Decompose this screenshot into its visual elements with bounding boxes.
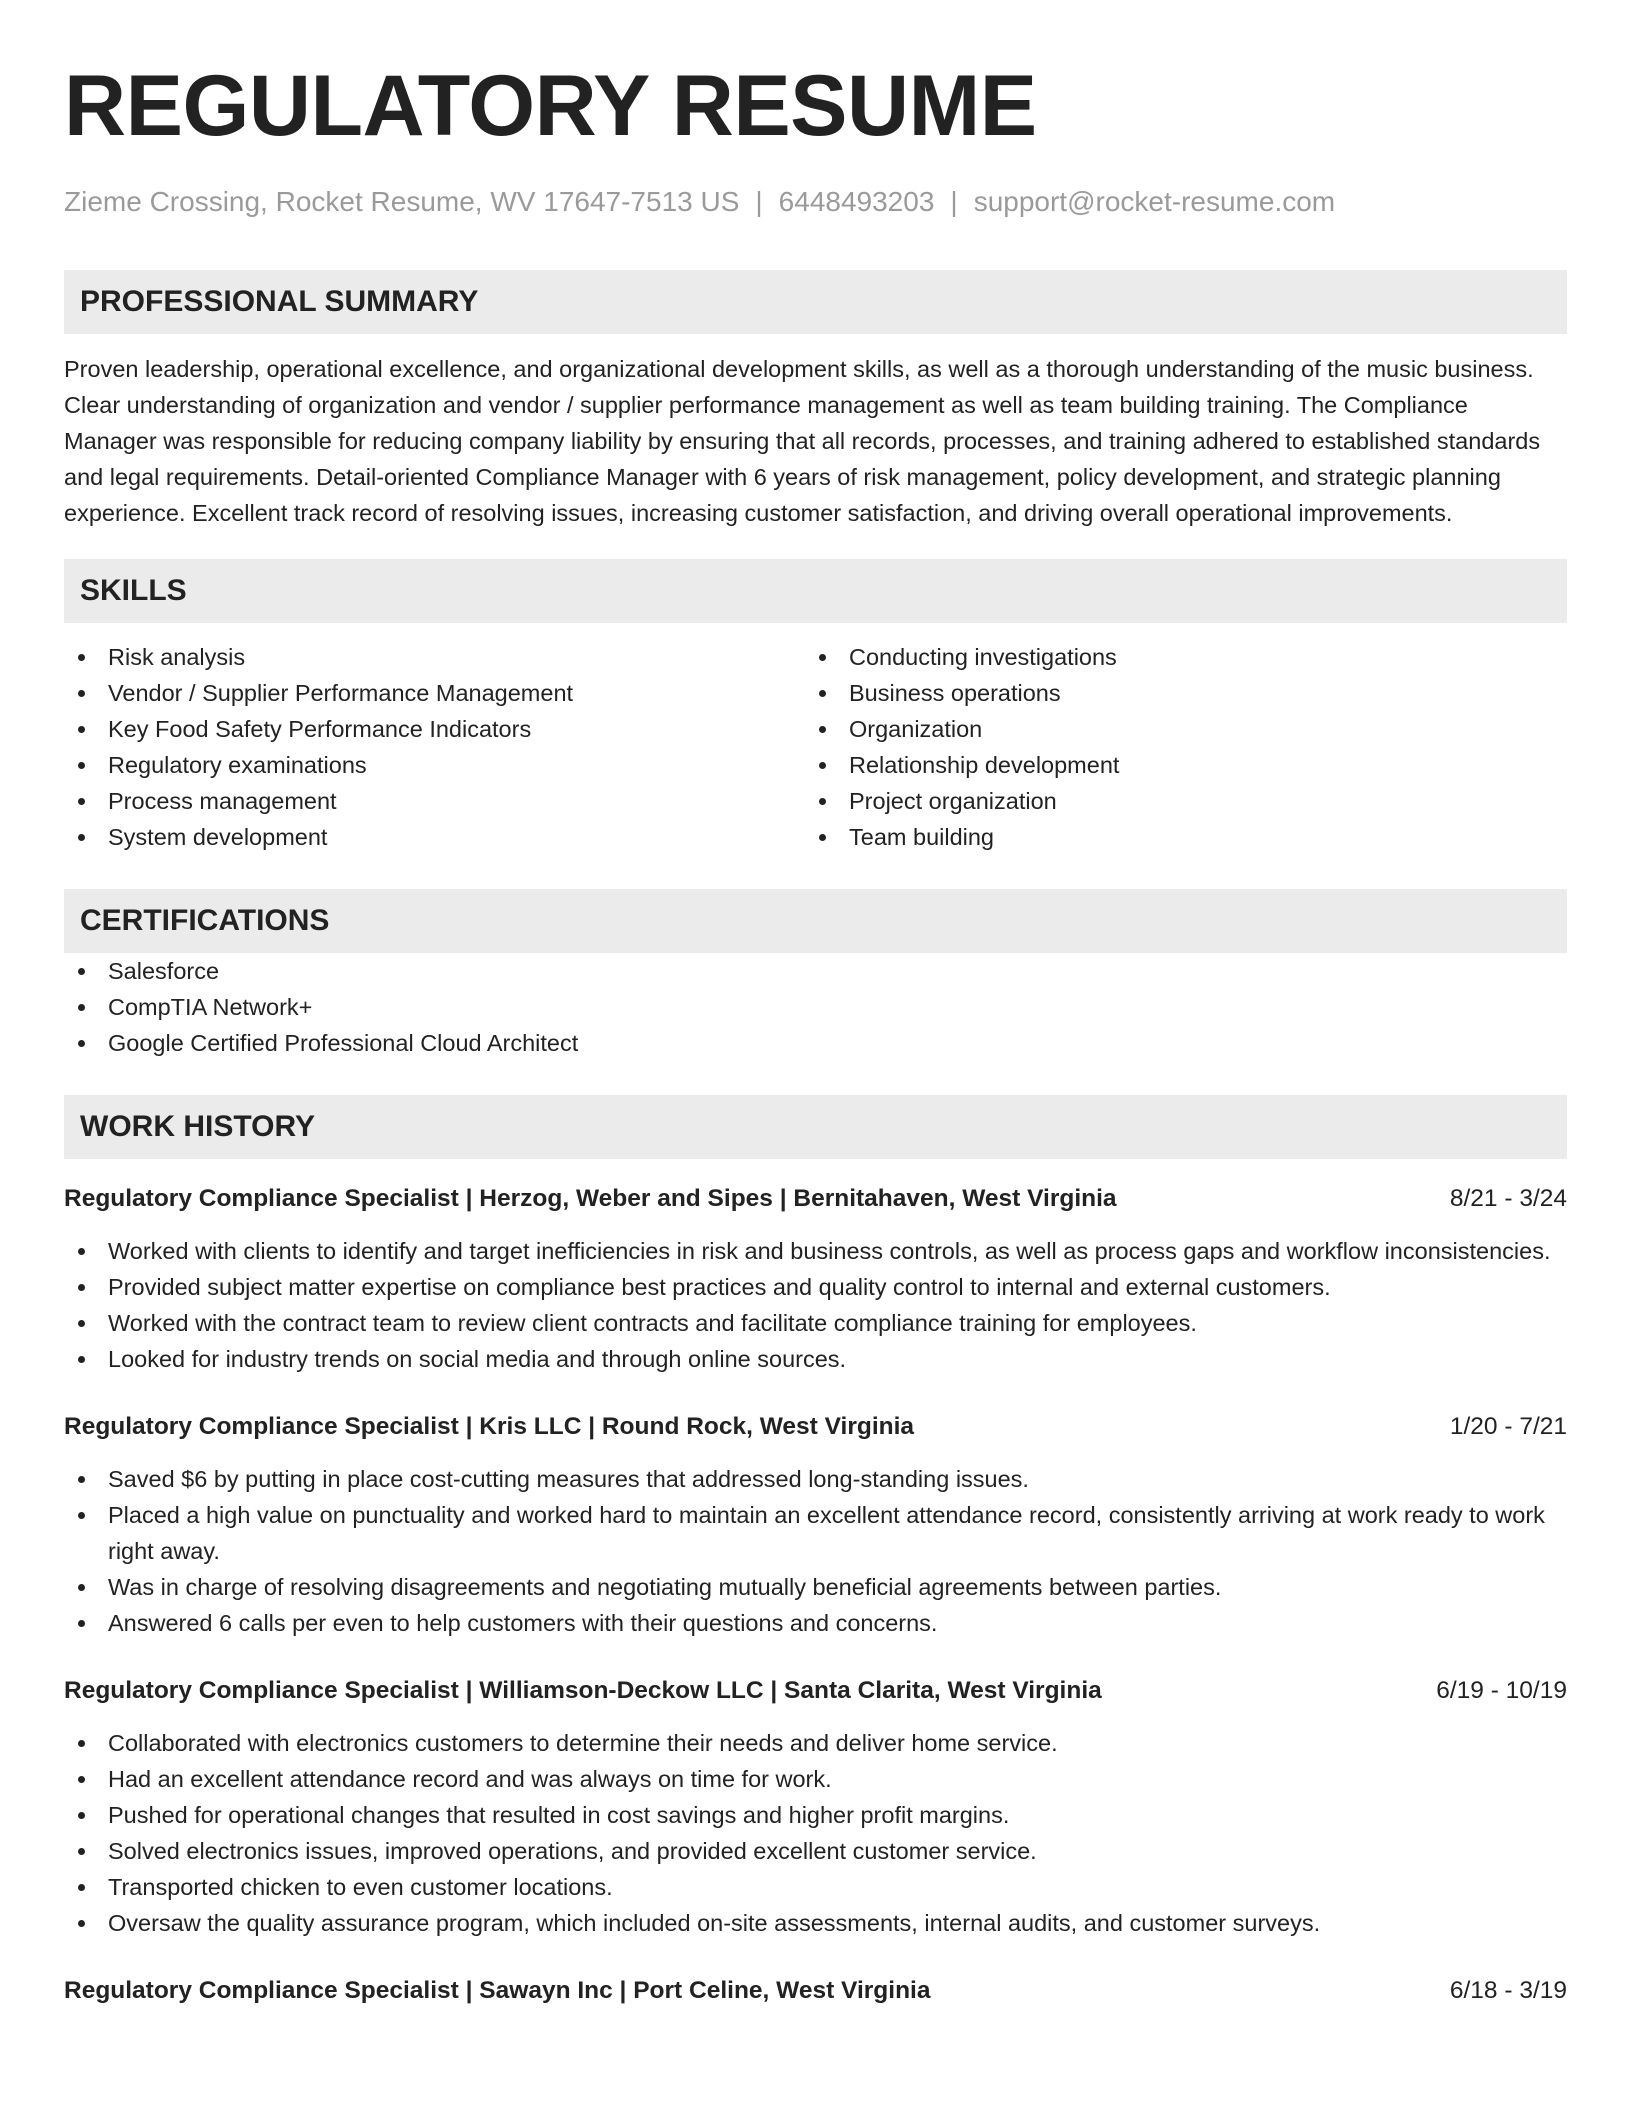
certification-item: CompTIA Network+: [64, 989, 1567, 1025]
job-title: Regulatory Compliance Specialist | Williamson-Deckow LLC | Santa Clarita, West Virginia: [64, 1677, 1102, 1704]
job-bullet: Provided subject matter expertise on compliance best practices and quality control to internal and external customers.: [64, 1269, 1567, 1305]
skills-column-right: [805, 639, 1546, 855]
section-heading-skills: SKILLS: [64, 559, 1567, 623]
job-entry: [64, 1673, 1567, 1941]
job-dates: 6/18 - 3/19: [1449, 1977, 1567, 2004]
section-heading-certifications: CERTIFICATIONS: [64, 889, 1567, 953]
job-header: [64, 1673, 1567, 1709]
job-entry: [64, 1181, 1567, 1377]
summary-text: Proven leadership, operational excellence, and organizational development skills, as well as a thorough understanding of the music business. Clear understanding of organization and vendor / supplier performance management as well as team building training. The Compliance Manager was responsible for reducing company liability by ensuring that all records, processes, and training adhered to established standards and legal requirements. Detail-oriented Compliance Manager with 6 years of risk management, policy development, and strategic planning experience. Excellent track record of resolving issues, increasing customer satisfaction, and driving overall operational improvements.: [64, 356, 1541, 526]
job-bullet: Answered 6 calls per even to help customers with their questions and concerns.: [64, 1605, 1567, 1641]
contact-phone: 6448493203: [778, 186, 935, 217]
certifications-list: [64, 953, 1567, 1061]
contact-separator: |: [950, 186, 958, 217]
certification-item: Salesforce: [64, 953, 1567, 989]
job-bullet: Solved electronics issues, improved operations, and provided excellent customer service.: [64, 1833, 1567, 1869]
job-bullets: [64, 1461, 1567, 1641]
contact-email: support@rocket-resume.com: [973, 186, 1336, 217]
job-bullets: [64, 1233, 1567, 1377]
job-title: Regulatory Compliance Specialist | Kris LLC | Round Rock, West Virginia: [64, 1413, 915, 1440]
section-heading-work-history: WORK HISTORY: [64, 1095, 1567, 1159]
job-bullet: Worked with clients to identify and target inefficiencies in risk and business controls, as well as process gaps and workflow inconsistencies.: [64, 1233, 1567, 1269]
skill-item: Vendor / Supplier Performance Management: [64, 675, 805, 711]
job-bullet: Saved $6 by putting in place cost-cutting measures that addressed long-standing issues.: [64, 1461, 1567, 1497]
job-bullet: Worked with the contract team to review client contracts and facilitate compliance training for employees.: [64, 1305, 1567, 1341]
job-bullet: Pushed for operational changes that resulted in cost savings and higher profit margins.: [64, 1797, 1567, 1833]
job-header: [64, 1181, 1567, 1217]
job-entry: [64, 1973, 1567, 2009]
job-title: Regulatory Compliance Specialist | Herzog, Weber and Sipes | Bernitahaven, West Virginia: [64, 1185, 1117, 1212]
resume-content: [64, 56, 1567, 2009]
resume-title: REGULATORY RESUME: [64, 58, 1037, 154]
job-header: [64, 1409, 1567, 1445]
skill-item: Regulatory examinations: [64, 747, 805, 783]
skill-item: Risk analysis: [64, 639, 805, 675]
skill-item: Relationship development: [805, 747, 1546, 783]
job-dates: 1/20 - 7/21: [1449, 1413, 1567, 1440]
job-bullet: Collaborated with electronics customers to determine their needs and deliver home service.: [64, 1725, 1567, 1761]
job-header: [64, 1973, 1567, 2009]
skill-item: System development: [64, 819, 805, 855]
job-bullets: [64, 1725, 1567, 1941]
skill-item: Business operations: [805, 675, 1546, 711]
job-bullet: Was in charge of resolving disagreements and negotiating mutually beneficial agreements between parties.: [64, 1569, 1567, 1605]
skills-column-left: [64, 639, 805, 855]
skill-item: Project organization: [805, 783, 1546, 819]
skill-item: Key Food Safety Performance Indicators: [64, 711, 805, 747]
skills-list: [64, 639, 1567, 855]
job-bullet: Transported chicken to even customer locations.: [64, 1869, 1567, 1905]
skill-item: Process management: [64, 783, 805, 819]
certification-item: Google Certified Professional Cloud Architect: [64, 1025, 1567, 1061]
section-heading-summary: PROFESSIONAL SUMMARY: [64, 270, 1567, 334]
job-bullet: Had an excellent attendance record and was always on time for work.: [64, 1761, 1567, 1797]
contact-separator: |: [755, 186, 763, 217]
contact-line: [64, 184, 1567, 220]
job-bullet: Looked for industry trends on social media and through online sources.: [64, 1341, 1567, 1377]
job-dates: 6/19 - 10/19: [1436, 1677, 1567, 1704]
job-title: Regulatory Compliance Specialist | Sawayn Inc | Port Celine, West Virginia: [64, 1977, 931, 2004]
skill-item: Conducting investigations: [805, 639, 1546, 675]
contact-address: Zieme Crossing, Rocket Resume, WV 17647-7513 US: [64, 186, 740, 217]
job-dates: 8/21 - 3/24: [1449, 1185, 1567, 1212]
skill-item: Organization: [805, 711, 1546, 747]
job-entry: [64, 1409, 1567, 1641]
skill-item: Team building: [805, 819, 1546, 855]
job-bullet: Placed a high value on punctuality and worked hard to maintain an excellent attendance record, consistently arriving at work ready to work right away.: [64, 1497, 1567, 1569]
job-bullet: Oversaw the quality assurance program, which included on-site assessments, internal audits, and customer surveys.: [64, 1905, 1567, 1941]
